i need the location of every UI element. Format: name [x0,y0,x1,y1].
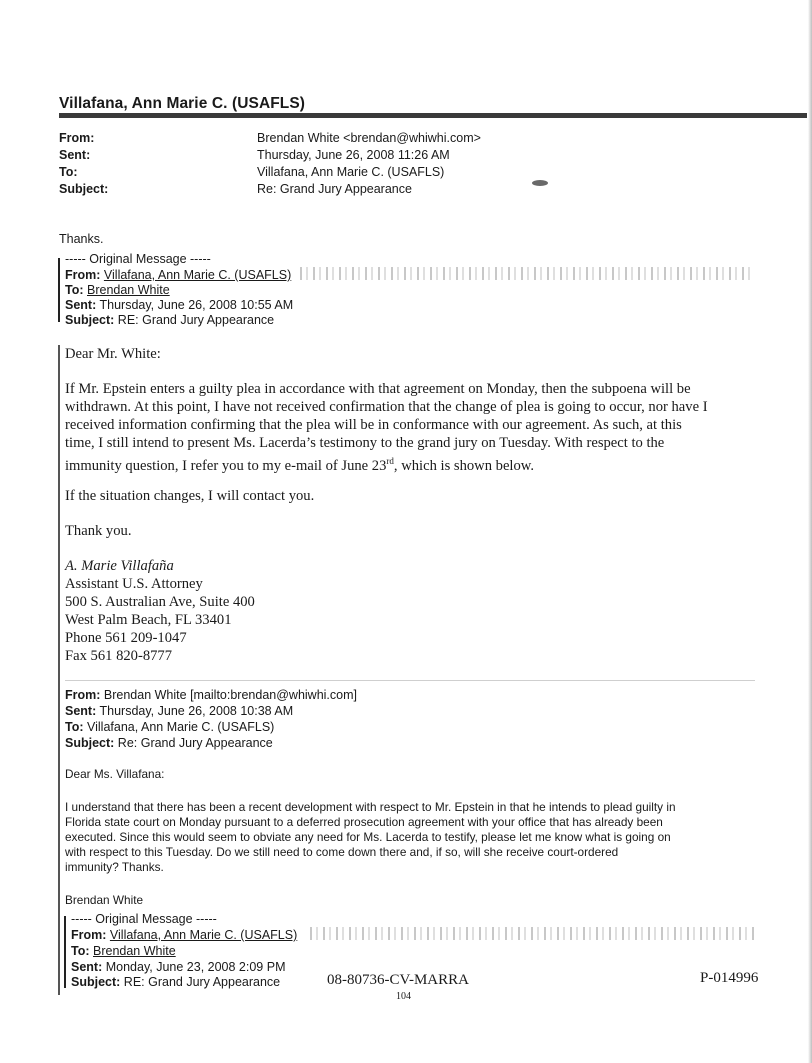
quote1-subject-label: Subject: [65,313,115,327]
body-line: I understand that there has been a recent development with respect to Mr. Epstein in that he intends to plead guilty in [65,800,676,814]
thread-bar [58,345,60,995]
from-value: Brendan White <brendan@whiwhi.com> [257,131,481,145]
quote-bar [58,258,60,322]
sent-label: Sent: [59,148,91,162]
subject-label: Subject: [59,182,109,196]
letter-closing: Thank you. [65,523,132,539]
quote1-sent-label: Sent: [65,298,97,312]
signature-line: Assistant U.S. Attorney [65,576,203,592]
signature-line: 500 S. Australian Ave, Suite 400 [65,594,255,610]
signature-name: A. Marie Villafaña [65,558,174,574]
quote1-subject-value: RE: Grand Jury Appearance [117,313,275,327]
quote2-sent-value: Monday, June 23, 2008 2:09 PM [105,960,286,974]
email2-to-label: To: [65,720,84,734]
body-line: Florida state court on Monday pursuant to a deferred prosecution agreement with your office that has already been [65,815,663,829]
scan-noise [310,927,755,940]
paragraph-line: immunity question, I refer you to my e-mail of June 23rd, which is shown below. [65,456,535,474]
quote2-from-label: From: [71,928,107,942]
signature-block [65,575,255,665]
scan-edge [808,0,812,1063]
quote1-to-label: To: [65,283,84,297]
email2-subject-label: Subject: [65,736,115,750]
signature-line: Fax 561 820-8777 [65,648,173,664]
email2-signoff: Brendan White [65,893,144,907]
body-line: executed. Since this would seem to obviate any need for Ms. Lacerda to testify, please let me know what is going on [65,830,671,844]
subject-value: Re: Grand Jury Appearance [257,182,412,196]
email2-subject-value: Re: Grand Jury Appearance [117,736,273,750]
from-label: From: [59,131,95,145]
letter-paragraph-2: If the situation changes, I will contact you. [65,488,315,504]
scan-smudge [532,180,548,186]
quote2-divider: ----- Original Message ----- [71,912,217,926]
quote2-subject-value: RE: Grand Jury Appearance [123,975,281,989]
email2-body [65,800,676,875]
quote2-from-link[interactable]: Villafana, Ann Marie C. (USAFLS) [109,928,298,942]
original-message-divider: ----- Original Message ----- [65,252,211,266]
case-number: 08-80736-CV-MARRA [327,972,469,988]
paragraph-line: If Mr. Epstein enters a guilty plea in accordance with that agreement on Monday, then the subpoena will be [65,381,691,397]
letter-salutation: Dear Mr. White: [65,346,161,362]
paragraph-line: withdrawn. At this point, I have not received confirmation that the change of plea is going to occur, nor have I [65,399,708,415]
body-line: immunity? Thanks. [65,860,164,874]
message-separator [65,680,755,681]
quote1-sent-value: Thursday, June 26, 2008 10:55 AM [99,298,294,312]
quote2-to-link[interactable]: Brendan White [93,944,176,958]
quote1-to-link[interactable]: Brendan White [87,283,170,297]
quote2-subject-label: Subject: [71,975,121,989]
signature-line: Phone 561 209-1047 [65,630,187,646]
reply-text: Thanks. [59,232,104,246]
sent-value: Thursday, June 26, 2008 11:26 AM [257,148,450,162]
header-rule [59,113,807,118]
to-value: Villafana, Ann Marie C. (USAFLS) [257,165,445,179]
sender-mailbox-name: Villafana, Ann Marie C. (USAFLS) [59,95,306,112]
body-line: with respect to this Tuesday. Do we still need to come down there and, if so, will she receive court-ordered [65,845,619,859]
email2-to-value: Villafana, Ann Marie C. (USAFLS) [87,720,275,734]
email2-sent-label: Sent: [65,704,97,718]
email2-from-value: Brendan White [mailto:brendan@whiwhi.com] [103,688,357,702]
email2-salutation: Dear Ms. Villafana: [65,767,165,781]
bates-number: P-014996 [700,970,759,986]
quote2-sent-label: Sent: [71,960,103,974]
quote2-bar [64,916,66,988]
email2-from-label: From: [65,688,101,702]
to-label: To: [59,165,78,179]
page-number: 104 [396,991,411,1002]
quote2-to-label: To: [71,944,90,958]
scan-noise [300,267,755,280]
paragraph-line: time, I still intend to present Ms. Lacerda’s testimony to the grand jury on Tuesday. With respect to the [65,435,665,451]
email2-sent-value: Thursday, June 26, 2008 10:38 AM [99,704,294,718]
ordinal-suffix: rd [386,456,394,466]
letter-paragraph-1 [65,380,708,475]
signature-line: West Palm Beach, FL 33401 [65,612,232,628]
quote1-from-label: From: [65,268,101,282]
quote1-from-link[interactable]: Villafana, Ann Marie C. (USAFLS) [103,268,292,282]
paragraph-line: received information confirming that the plea will be in conformance with our agreement. As such, at this [65,417,682,433]
